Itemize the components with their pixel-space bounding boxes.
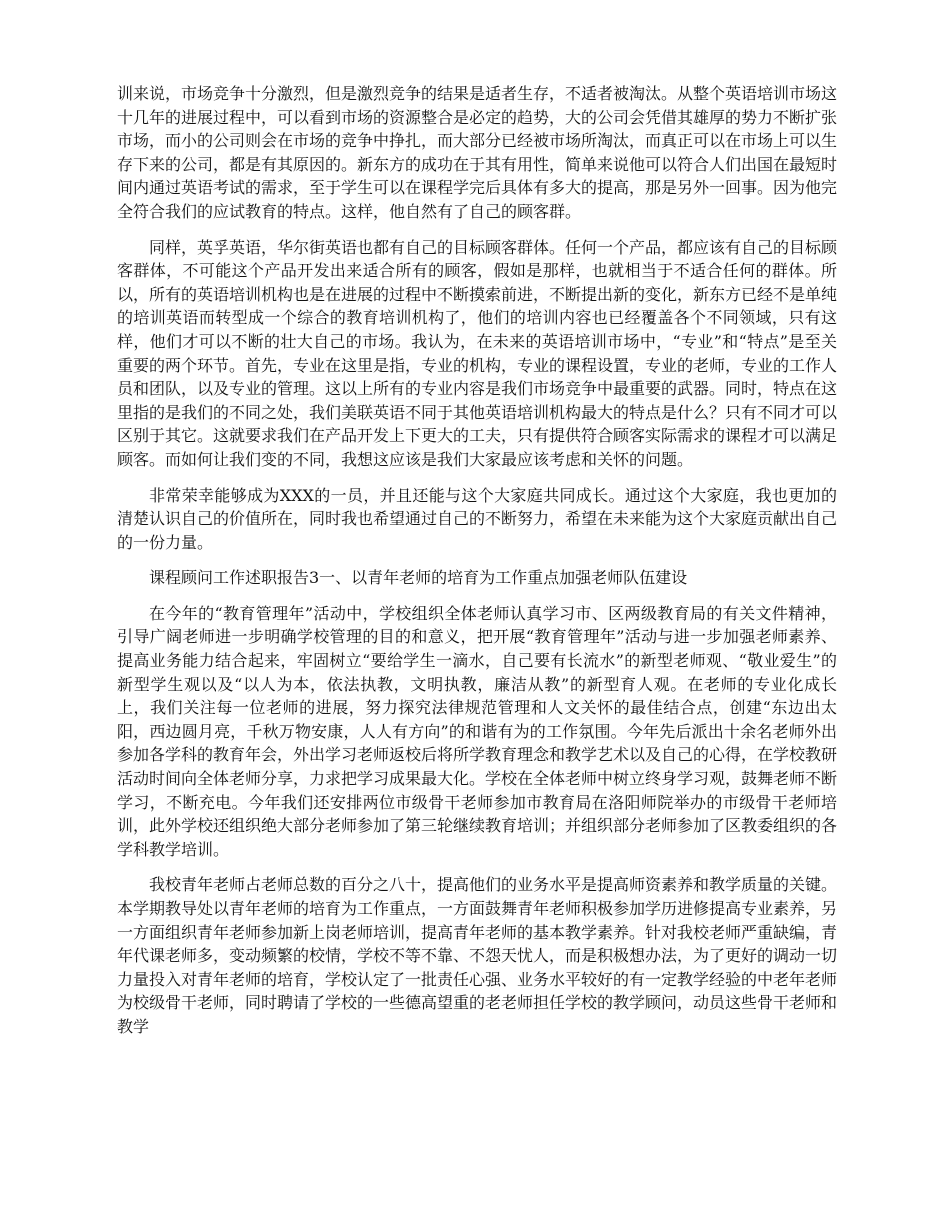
paragraph: 非常荣幸能够成为XXX的一员，并且还能与这个大家庭共同成长。通过这个大家庭，我也更加的清楚认识自己的价值所在，同时我也希望通过自己的不断努力，希望在未来能为这个大家庭贡献出自己的一份力量。	[117, 485, 838, 552]
paragraph: 我校青年老师占老师总数的百分之八十，提高他们的业务水平是提高师资素养和教学质量的关键。本学期教导处以青年老师的培育为工作重点，一方面鼓舞青年老师积极参加学历进修提高专业素养，另一方面组织青年老师参加新上岗老师培训，提高青年老师的基本教学素养。针对我校老师严重缺编，青年代课老师多，变动频繁的校情，学校不等不靠、不怨天忧人，而是积极想办法，为了更好的调动一切力量投入对青年老师的培育，学校认定了一批责任心强、业务水平较好的有一定教学经验的中老年老师为校级骨干老师，同时聘请了学校的一些德高望重的老老师担任学校的教学顾问，动员这些骨干老师和教学	[117, 875, 838, 1036]
paragraph: 同样，英孚英语，华尔街英语也都有自己的目标顾客群体。任何一个产品，都应该有自己的目标顾客群体，不可能这个产品开发出来适合所有的顾客，假如是那样，也就相当于不适合任何的群体。所以，所有的英语培训机构也是在进展的过程中不断摸索前进，不断提出新的变化，新东方已经不是单纯的培训英语而转型成一个综合的教育培训机构了，他们的培训内容也已经覆盖各个不同领域，只有这样，他们才可以不断的壮大自己的市场。我认为，在未来的英语培训市场中，“专业”和“特点”是至关重要的两个环节。首先，专业在这里是指，专业的机构，专业的课程设置，专业的老师，专业的工作人员和团队，以及专业的管理。这以上所有的专业内容是我们市场竞争中最重要的武器。同时，特点在这里指的是我们的不同之处，我们美联英语不同于其他英语培训机构最大的特点是什么？只有不同才可以区别于其它。这就要求我们在产品开发上下更大的工夫，只有提供符合顾客实际需求的课程才可以满足顾客。而如何让我们变的不同，我想这应该是我们大家最应该考虑和关怀的问题。	[117, 237, 838, 469]
paragraph: 训来说，市场竞争十分激烈，但是激烈竞争的结果是适者生存，不适者被淘汰。从整个英语培训市场这十几年的进展过程中，可以看到市场的资源整合是必定的趋势，大的公司会凭借其雄厚的势力不断扩张市场，而小的公司则会在市场的竞争中挣扎，而大部分已经被市场所淘汰，而真正可以在市场上可以生存下来的公司，都是有其原因的。新东方的成功在于其有用性，简单来说他可以符合人们出国在最短时间内通过英语考试的需求，至于学生可以在课程学完后具体有多大的提高，那是另外一回事。因为他完全符合我们的应试教育的特点。这样，他自然有了自己的顾客群。	[117, 84, 838, 221]
document-body	[117, 82, 837, 1051]
paragraph: 在今年的“教育管理年”活动中，学校组织全体老师认真学习市、区两级教育局的有关文件精神，引导广阔老师进一步明确学校管理的目的和意义，把开展“教育管理年”活动与进一步加强老师素养、提高业务能力结合起来，牢固树立“要给学生一滴水，自己要有长流水”的新型老师观、“敬业爱生”的新型学生观以及“以人为本，依法执教，文明执教，廉洁从教”的新型育人观。在老师的专业化成长上，我们关注每一位老师的进展，努力探究法律规范管理和人文关怀的最佳结合点，创建“东边出太阳，西边圆月亮，千秋万物安康，人人有方向”的和谐有为的工作氛围。今年先后派出十余名老师外出参加各学科的教育年会，外出学习老师返校后将所学教育理念和教学艺术以及自己的心得，在学校教研活动时间向全体老师分享，力求把学习成果最大化。学校在全体老师中树立终身学习观，鼓舞老师不断学习，不断充电。今年我们还安排两位市级骨干老师参加市教育局在洛阳师院举办的市级骨干老师培训，此外学校还组织绝大部分老师参加了第三轮继续教育培训；并组织部分老师参加了区教委组织的各学科教学培训。	[117, 603, 838, 859]
section-heading: 课程顾问工作述职报告3一、以青年老师的培育为工作重点加强老师队伍建设	[149, 568, 688, 588]
